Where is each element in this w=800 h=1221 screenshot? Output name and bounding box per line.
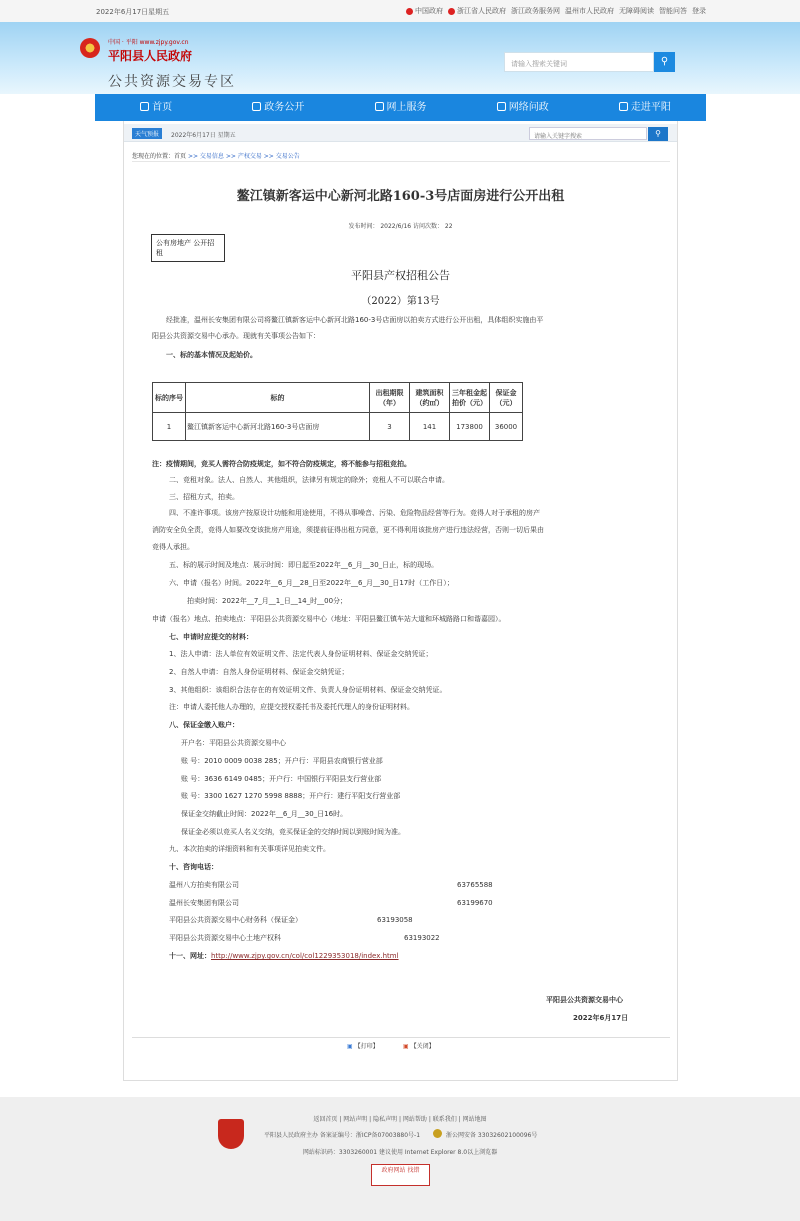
- party-emblem-icon: [218, 1119, 244, 1149]
- top-date: 2022年6月17日星期五: [96, 8, 170, 16]
- weather-tag[interactable]: 天气预报: [132, 128, 162, 139]
- section-5: 五、标的展示时间及地点：展示时间：即日起至2022年__6_月__30_日止，标的现场。: [169, 561, 439, 569]
- th-lot: 标的: [186, 383, 370, 413]
- zone-title: 公共资源交易专区: [108, 74, 236, 90]
- section-7: 七、申请时应提交的材料：: [169, 633, 253, 641]
- th-price: 三年租金起拍价（元）: [450, 383, 490, 413]
- gov-error-report-badge[interactable]: 政府网站 找错: [371, 1164, 430, 1186]
- epidemic-note: 注：疫情期间，竞买人需符合防疫规定，如不符合防疫规定，将不能参与招租竞拍。: [152, 460, 411, 468]
- contact-phone: 63199670: [457, 899, 493, 907]
- contact-name: 温州八方拍卖有限公司: [169, 881, 239, 889]
- section-7-note: 注：申请人委托他人办理的，应提交授权委托书及委托代理人的身份证明材料。: [169, 703, 414, 711]
- account-1: 账 号：2010 0009 0038 285；开户行：平阳县农商银行营业部: [181, 757, 383, 765]
- sub-search-button[interactable]: [648, 127, 668, 141]
- article-meta: 发布时间： 2022/6/16 访问次数： 22: [348, 223, 453, 230]
- crumb-trade-info[interactable]: 交易信息: [199, 153, 224, 160]
- section-7-3: 3、其他组织：该组织合法存在的有效证明文件、负责人身份证明材料、保证金交纳凭证。: [169, 686, 447, 694]
- footer-host: 平阳县人民政府主办 备案证编号：浙ICP备07003880号-1: [264, 1132, 421, 1139]
- section-4-line3: 竞得人承担。: [152, 543, 194, 551]
- main-nav: [95, 94, 706, 121]
- nav-inquiry[interactable]: 网络问政: [462, 94, 584, 121]
- lot-table: [152, 382, 523, 441]
- cell-lot: 鳌江镇新客运中心新河北路160-3号店面房: [186, 413, 370, 441]
- crumb-trade-notice[interactable]: 交易公告: [275, 153, 300, 160]
- emblem-icon: [406, 8, 413, 15]
- breadcrumb: 您现在的位置：首页 >> 交易信息 >> 产权交易 >> 交易公告: [132, 153, 300, 160]
- link-login[interactable]: 登录: [692, 7, 706, 15]
- search-icon: ⚲: [655, 129, 661, 138]
- link-wenzhou-gov[interactable]: 温州市人民政府: [565, 7, 614, 15]
- deposit-note: 保证金必须以竞买人名义交纳，竞买保证金的交纳时间以到账时间为准。: [181, 828, 405, 836]
- link-zj-service[interactable]: 浙江政务服务网: [511, 7, 560, 15]
- cell-deposit: 36000: [490, 413, 523, 441]
- cell-no: 1: [153, 413, 186, 441]
- divider: [132, 161, 670, 162]
- print-button[interactable]: ▣ 【打印】: [347, 1043, 379, 1050]
- th-no: 标的序号: [153, 383, 186, 413]
- notice-title: 平阳县产权招租公告: [351, 269, 450, 282]
- link-smart-qa[interactable]: 智能问答: [659, 7, 687, 15]
- apply-location: 申请（报名）地点、拍卖地点：平阳县公共资源交易中心（地址：平阳县鳌江镇车站大道和环城路路口和谐嘉园）。: [152, 615, 506, 623]
- deposit-deadline: 保证金交纳截止时间：2022年__6_月__30_日16时。: [181, 810, 348, 818]
- site-subtitle: 中国 · 平阳 www.zjpy.gov.cn: [108, 39, 189, 46]
- section-6: 六、申请（报名）时间。2022年__6_月__28_日至2022年__6_月__30_日17时（工作日）；: [169, 579, 454, 587]
- notice-number: （2022）第13号: [361, 296, 440, 307]
- nav-about-pingyang[interactable]: 走进平阳: [584, 94, 706, 121]
- contact-name: 温州长安集团有限公司: [169, 899, 239, 907]
- contact-phone: 63765588: [457, 881, 493, 889]
- section-10: 十、咨询电话：: [169, 863, 218, 871]
- footer-links[interactable]: 返回首页 | 网站声明 | 隐私声明 | 网站帮助 | 联系我们 | 网站地图: [313, 1116, 487, 1123]
- link-accessibility[interactable]: 无障碍阅读: [619, 7, 654, 15]
- section-1: 一、标的基本情况及起始价。: [166, 351, 257, 359]
- footer-site-id: 网站标识码：3303260001 建议使用 Internet Explorer 8.0以上浏览器: [302, 1149, 498, 1156]
- section-7-1: 1、法人申请：法人单位有效证明文件、法定代表人身份证明材料、保证金交纳凭证；: [169, 650, 433, 658]
- account-2: 账 号：3636 6149 0485；开户行：中国银行平阳县支行营业部: [181, 775, 382, 783]
- sign-date: 2022年6月17日: [573, 1014, 629, 1022]
- section-9: 九、本次拍卖的详细资料和有关事项详见拍卖文件。: [169, 845, 330, 853]
- section-2: 二、竞租对象。法人、自然人、其他组织，法律另有规定的除外；竞租人不可以联合申请。: [169, 476, 449, 484]
- website-line: 十一、网址：http://www.zjpy.gov.cn/col/col1229353018/index.html: [169, 952, 399, 960]
- site-name[interactable]: 平阳县人民政府: [108, 49, 193, 63]
- account-3: 账 号：3300 1627 1270 5998 8888；开户行：建行平阳支行营业部: [181, 792, 401, 800]
- header-search-input[interactable]: 请输入搜索关键词: [504, 52, 654, 72]
- nav-online-service[interactable]: 网上服务: [339, 94, 461, 121]
- divider: [132, 1037, 670, 1038]
- main-content: [123, 121, 678, 1081]
- footer-police[interactable]: 浙公网安备 33032602100096号: [446, 1132, 538, 1139]
- sign-org: 平阳县公共资源交易中心: [546, 996, 623, 1004]
- section-8: 八、保证金缴入账户：: [169, 721, 239, 729]
- sub-search-input[interactable]: 请输入关键字搜索: [529, 127, 647, 140]
- contact-name: 平阳县公共资源交易中心土地产权科: [169, 934, 281, 942]
- category-box: 公有房地产 公开招租: [151, 234, 225, 262]
- article-title: 鳌江镇新客运中心新河北路160-3号店面房进行公开出租: [236, 189, 565, 204]
- national-emblem-icon: [80, 38, 100, 58]
- th-area: 建筑面积（约㎡）: [410, 383, 450, 413]
- crumb-property-trade[interactable]: 产权交易: [237, 153, 262, 160]
- cell-area: 141: [410, 413, 450, 441]
- contact-name: 平阳县公共资源交易中心财务科（保证金）: [169, 916, 302, 924]
- top-links: [406, 6, 706, 16]
- link-zhejiang-gov[interactable]: 浙江省人民政府: [448, 6, 506, 16]
- header-search-button[interactable]: [654, 52, 675, 72]
- eye-icon: [619, 102, 628, 111]
- home-icon: [140, 102, 149, 111]
- link-china-gov[interactable]: 中国政府: [406, 6, 443, 16]
- section-4-line1: 四、不准许事项。该房产按原设计功能和用途使用，不得从事噪音、污染、危险物品经营等行为。竞得人对于承租的房产: [169, 509, 540, 517]
- close-button[interactable]: ▣ 【关闭】: [403, 1043, 435, 1050]
- search-icon: ⚲: [660, 56, 669, 67]
- contact-phone: 63193058: [377, 916, 413, 924]
- emblem-icon: [448, 8, 455, 15]
- close-icon: ▣: [403, 1043, 409, 1050]
- printer-icon: ▣: [347, 1043, 353, 1050]
- website-link[interactable]: http://www.zjpy.gov.cn/col/col1229353018/index.html: [211, 952, 399, 960]
- contact-phone: 63193022: [404, 934, 440, 942]
- nav-home[interactable]: 首页: [95, 94, 217, 121]
- intro-line1: 经批准，温州长安集团有限公司将鳌江镇新客运中心新河北路160-3号店面房以拍卖方式进行公开出租，具体组织实施由平: [166, 316, 544, 324]
- intro-line2: 阳县公共资源交易中心承办。现就有关事项公告如下：: [152, 332, 320, 340]
- th-deposit: 保证金（元）: [490, 383, 523, 413]
- police-badge-icon: [433, 1129, 442, 1138]
- sub-bar: [124, 124, 677, 142]
- chat-icon: [497, 102, 506, 111]
- document-icon: [252, 102, 261, 111]
- cell-term: 3: [370, 413, 410, 441]
- table-row: [153, 413, 523, 441]
- cell-price: 173800: [450, 413, 490, 441]
- auction-time: 拍卖时间：2022年__7_月__1_日__14_时__00分；: [187, 597, 348, 605]
- th-term: 出租期限（年）: [370, 383, 410, 413]
- globe-icon: [375, 102, 384, 111]
- nav-gov-affairs[interactable]: 政务公开: [217, 94, 339, 121]
- site-header: [0, 22, 800, 94]
- section-7-2: 2、自然人申请：自然人身份证明材料、保证金交纳凭证；: [169, 668, 349, 676]
- top-bar: [0, 0, 800, 22]
- account-name: 开户名：平阳县公共资源交易中心: [181, 739, 286, 747]
- site-footer: [0, 1097, 800, 1221]
- section-4-line2: 消防安全负全责，竞得人如要改变该批房产用途，须提前征得出租方同意，更不得利用该批房产进行违法经营，否则一切后果由: [152, 526, 544, 534]
- section-3: 三、招租方式，拍卖。: [169, 493, 239, 501]
- sub-date: 2022年6月17日 星期五: [171, 132, 236, 139]
